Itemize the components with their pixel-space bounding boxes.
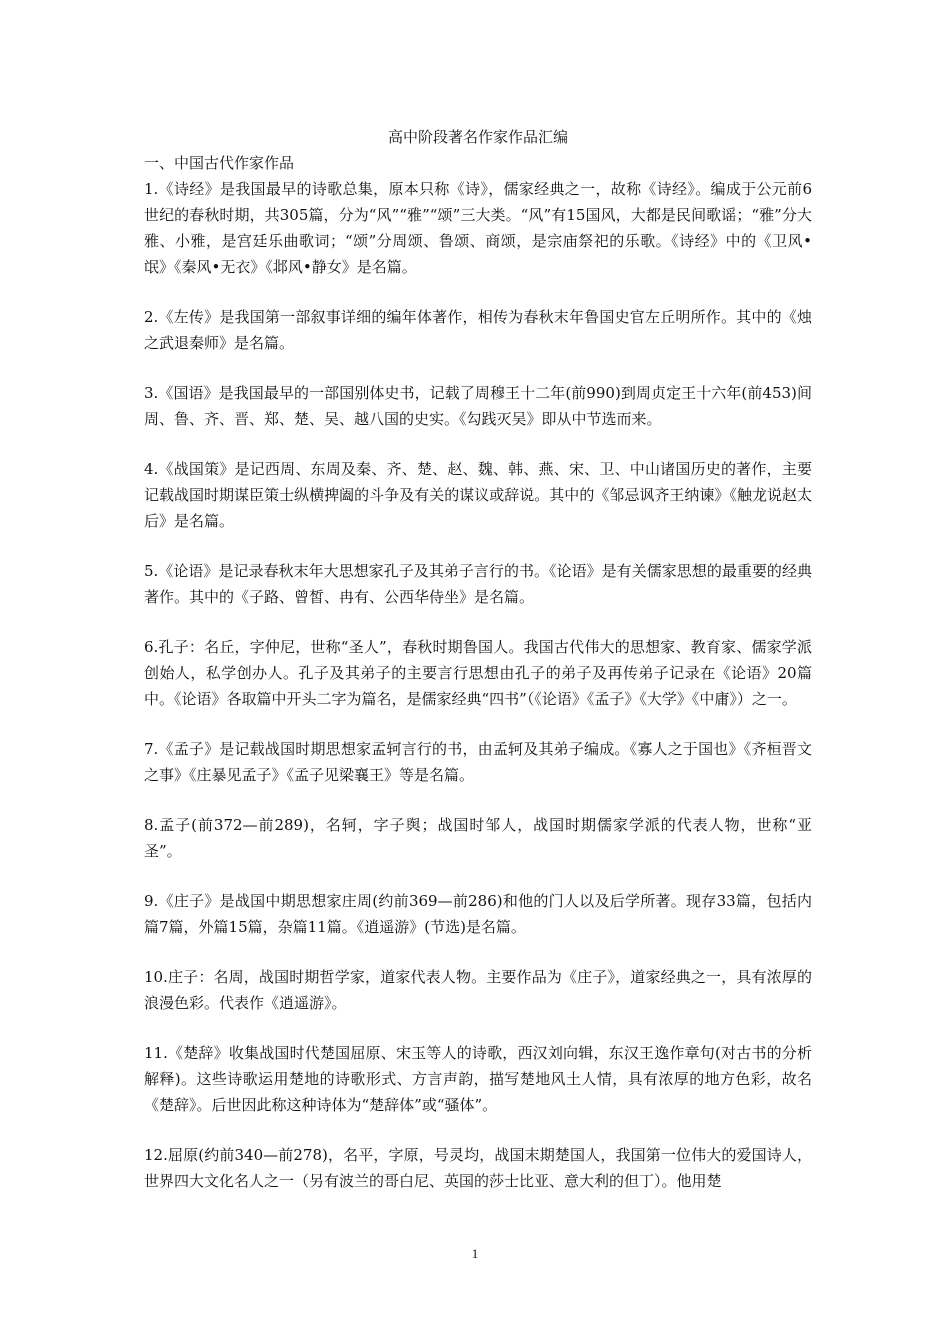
- page-content: [144, 124, 812, 1194]
- section-heading: 一、中国古代作家作品: [144, 154, 295, 172]
- paragraph: 2.《左传》是我国第一部叙事详细的编年体著作，相传为春秋末年鲁国史官左丘明所作。其中的《烛之武退秦师》是名篇。: [144, 308, 812, 352]
- paragraph: 9.《庄子》是战国中期思想家庄周(约前369—前286)和他的门人以及后学所著。现存33篇，包括内篇7篇，外篇15篇，杂篇11篇。《逍遥游》(节选)是名篇。: [144, 892, 812, 936]
- paragraph: 6.孔子：名丘，字仲尼，世称“圣人”，春秋时期鲁国人。我国古代伟大的思想家、教育家、儒家学派创始人，私学创办人。孔子及其弟子的主要言行思想由孔子的弟子及再传弟子记录在《论语》20篇中。《论语》各取篇中开头二字为篇名，是儒家经典“四书”（《论语》《孟子》《大学》《中庸》）之一。: [144, 638, 812, 708]
- paragraph-list: [144, 176, 812, 1194]
- paragraph: 3.《国语》是我国最早的一部国别体史书，记载了周穆王十二年(前990)到周贞定王十六年(前453)间周、鲁、齐、晋、郑、楚、吴、越八国的史实。《勾践灭吴》即从中节选而来。: [144, 384, 812, 428]
- page-number: 1: [471, 1246, 479, 1261]
- document-title: 高中阶段著名作家作品汇编: [387, 128, 568, 146]
- paragraph: 8.孟子(前372—前289)，名轲，字子舆；战国时邹人，战国时期儒家学派的代表人物，世称“亚圣”。: [144, 816, 812, 860]
- paragraph: 12.屈原(约前340—前278)，名平，字原，号灵均，战国末期楚国人，我国第一位伟大的爱国诗人，世界四大文化名人之一（另有波兰的哥白尼、英国的莎士比亚、意大利的但丁）。他用楚: [144, 1146, 812, 1190]
- paragraph: 10.庄子：名周，战国时期哲学家，道家代表人物。主要作品为《庄子》，道家经典之一，具有浓厚的浪漫色彩。代表作《逍遥游》。: [144, 968, 812, 1012]
- paragraph: 1.《诗经》是我国最早的诗歌总集，原本只称《诗》，儒家经典之一，故称《诗经》。编成于公元前6世纪的春秋时期，共305篇，分为“风”“雅”“颂”三大类。“风”有15国风，大都是民间歌谣；“雅”分大雅、小雅，是宫廷乐曲歌词；“颂”分周颂、鲁颂、商颂，是宗庙祭祀的乐歌。《诗经》中的《卫风•氓》《秦风•无衣》《邶风•静女》是名篇。: [144, 180, 812, 276]
- paragraph: 4.《战国策》是记西周、东周及秦、齐、楚、赵、魏、韩、燕、宋、卫、中山诸国历史的著作，主要记载战国时期谋臣策士纵横捭阖的斗争及有关的谋议或辞说。其中的《邹忌讽齐王纳谏》《触龙说赵太后》是名篇。: [144, 460, 812, 530]
- paragraph: 5.《论语》是记录春秋末年大思想家孔子及其弟子言行的书。《论语》是有关儒家思想的最重要的经典著作。其中的《子路、曾皙、冉有、公西华侍坐》是名篇。: [144, 562, 812, 606]
- paragraph: 11.《楚辞》收集战国时代楚国屈原、宋玉等人的诗歌，西汉刘向辑，东汉王逸作章句(对古书的分析解释)。这些诗歌运用楚地的诗歌形式、方言声韵，描写楚地风土人情，具有浓厚的地方色彩，故名《楚辞》。后世因此称这种诗体为“楚辞体”或“骚体”。: [144, 1044, 812, 1114]
- paragraph: 7.《孟子》是记载战国时期思想家孟轲言行的书，由孟轲及其弟子编成。《寡人之于国也》《齐桓晋文之事》《庄暴见孟子》《孟子见梁襄王》等是名篇。: [144, 740, 812, 784]
